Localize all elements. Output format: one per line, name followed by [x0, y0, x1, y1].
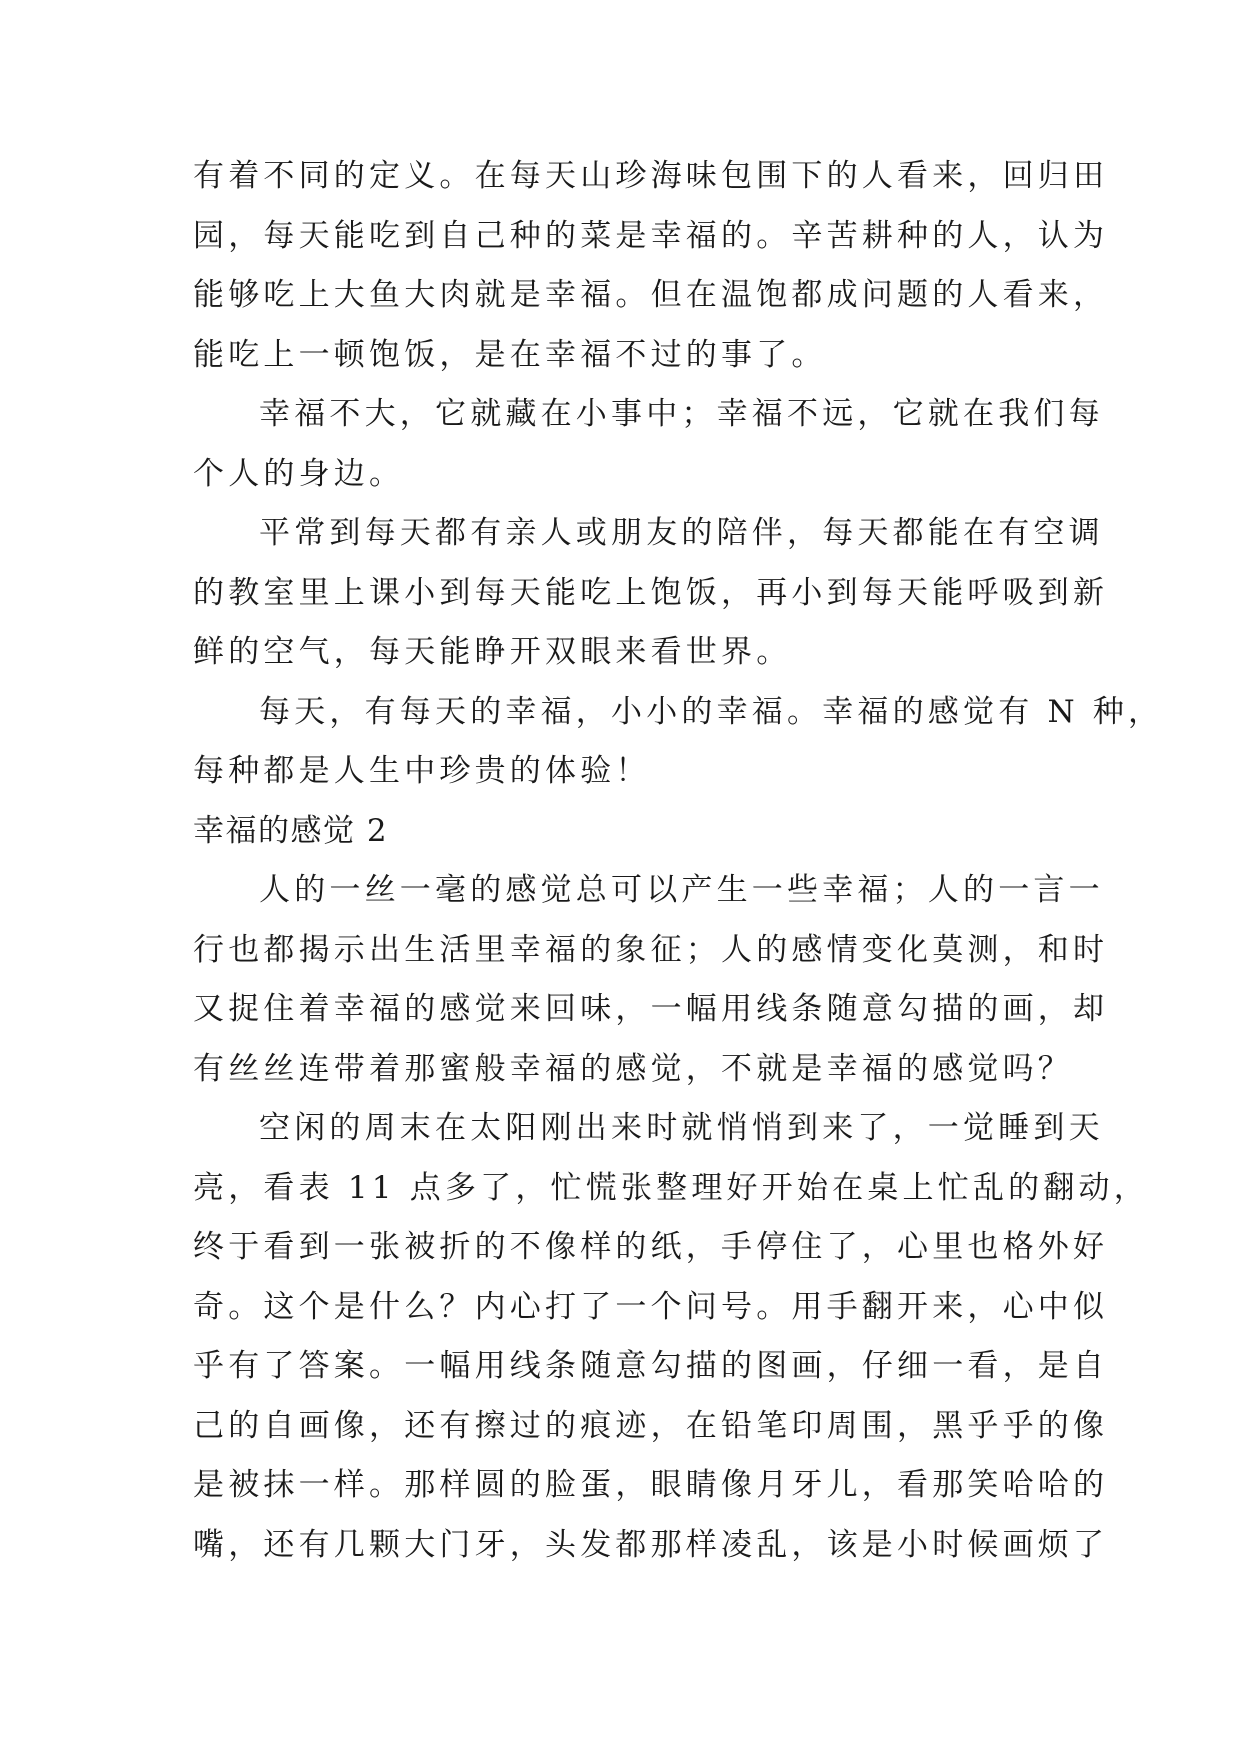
text-line: 又捉住着幸福的感觉来回味，一幅用线条随意勾描的画，却: [193, 991, 1109, 1027]
paragraph-start-line: 平常到每天都有亲人或朋友的陪伴，每天都能在有空调: [259, 515, 1104, 551]
text-line: 乎有了答案。一幅用线条随意勾描的图画，仔细一看，是自: [193, 1348, 1109, 1384]
paragraph-start-line: 人的一丝一毫的感觉总可以产生一些幸福；人的一言一: [259, 872, 1104, 908]
text-line: 能够吃上大鱼大肉就是幸福。但在温饱都成问题的人看来，: [193, 277, 1109, 313]
text-line: 每种都是人生中珍贵的体验！: [193, 753, 651, 789]
text-line: 有丝丝连带着那蜜般幸福的感觉，不就是幸福的感觉吗？: [193, 1050, 1073, 1087]
paragraph-start-line: 每天，有每天的幸福，小小的幸福。幸福的感觉有 N 种，: [259, 693, 1164, 730]
text-line: 嘴，还有几颗大门牙，头发都那样凌乱，该是小时候画烦了: [193, 1526, 1109, 1563]
text-line: 有着不同的定义。在每天山珍海味包围下的人看来，回归田: [193, 158, 1109, 194]
text-line: 奇。这个是什么？内心打了一个问号。用手翻开来，心中似: [193, 1288, 1109, 1325]
text-line: 己的自画像，还有擦过的痕迹，在铅笔印周围，黑乎乎的像: [193, 1407, 1109, 1444]
document-body: [193, 147, 1164, 1575]
text-line: 亮，看表 11 点多了，忙慌张整理好开始在桌上忙乱的翻动，: [193, 1169, 1149, 1206]
section-heading: 幸福的感觉 2: [193, 812, 389, 849]
text-line: 园，每天能吃到自己种的菜是幸福的。辛苦耕种的人，认为: [193, 217, 1109, 254]
text-line: 终于看到一张被折的不像样的纸，手停住了，心里也格外好: [193, 1229, 1109, 1265]
text-line: 行也都揭示出生活里幸福的象征；人的感情变化莫测，和时: [193, 931, 1109, 968]
text-line: 是被抹一样。那样圆的脸蛋，眼睛像月牙儿，看那笑哈哈的: [193, 1467, 1109, 1503]
text-line: 鲜的空气，每天能睁开双眼来看世界。: [193, 634, 792, 670]
paragraph-start-line: 空闲的周末在太阳刚出来时就悄悄到来了，一觉睡到天: [259, 1110, 1104, 1146]
text-line: 个人的身边。: [193, 455, 405, 492]
paragraph-start-line: 幸福不大，它就藏在小事中；幸福不远，它就在我们每: [259, 396, 1104, 432]
text-line: 能吃上一顿饱饭，是在幸福不过的事了。: [193, 336, 827, 373]
text-line: 的教室里上课小到每天能吃上饱饭，再小到每天能呼吸到新: [193, 574, 1109, 611]
